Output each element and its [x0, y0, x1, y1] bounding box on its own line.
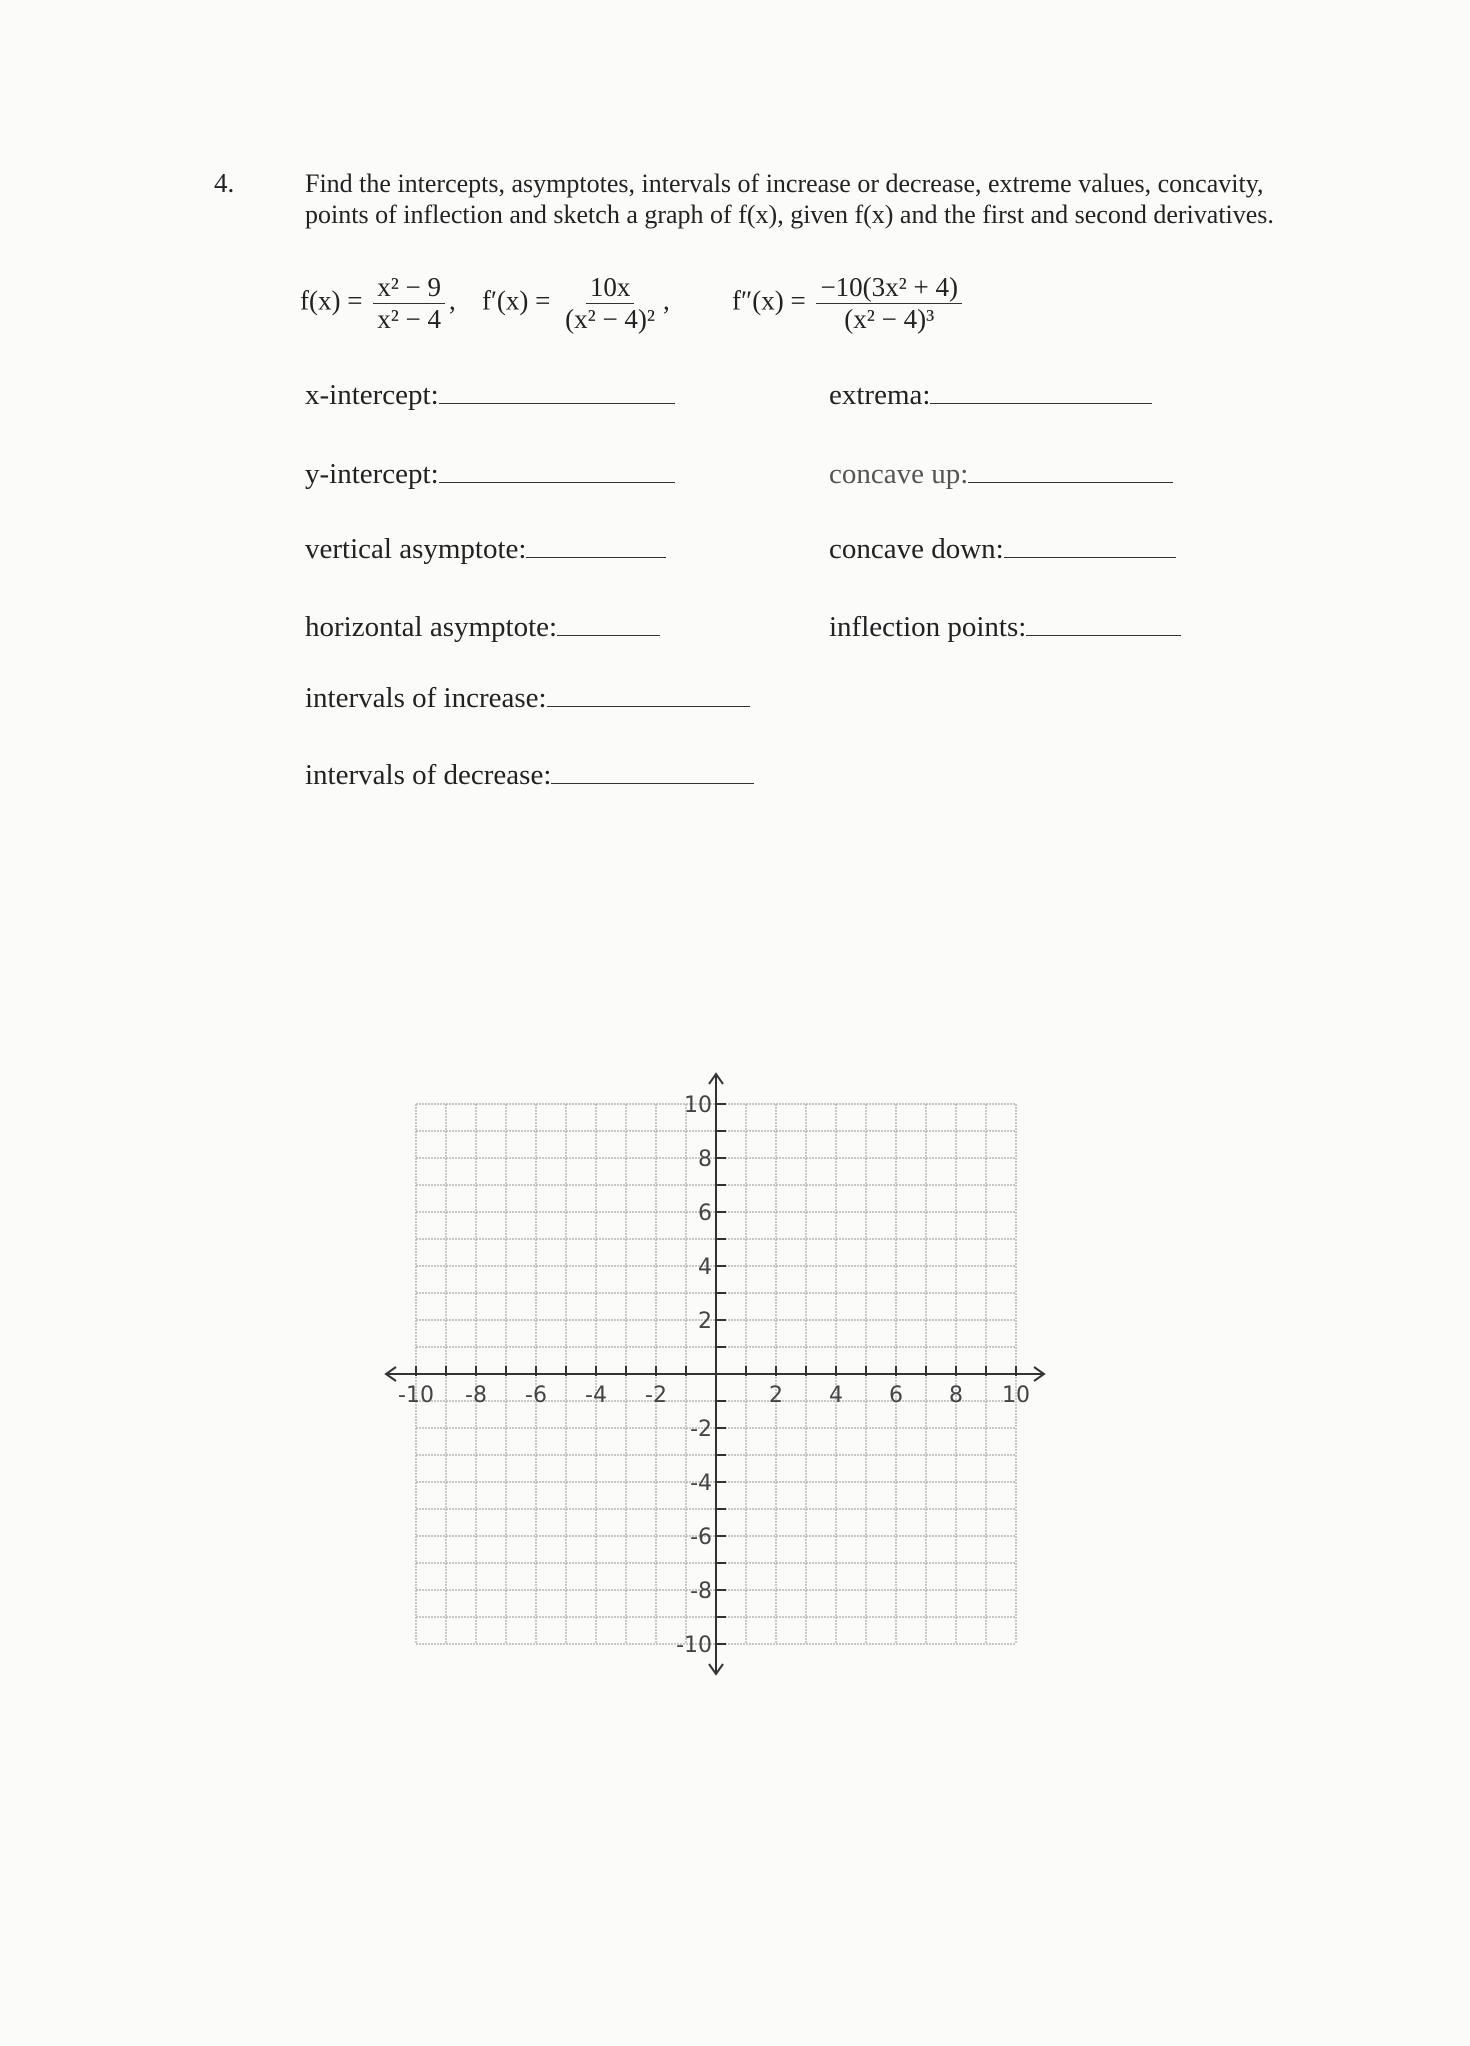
problem-prompt: Find the intercepts, asymptotes, intervals of increase or decrease, extreme values, concavity, points of inflection and sketch a graph of f(x), given f(x) and the first and second derivatives. [305, 169, 1274, 229]
answer-blank[interactable] [930, 377, 1152, 404]
y-tick-label: -4 [690, 1471, 712, 1496]
x-tick-label: 6 [889, 1383, 903, 1408]
field-label: extrema: [829, 379, 931, 411]
formula-f: f(x) = $\frac{\text{x² − 9}}{\text{x² − 4}}$ , [300, 272, 456, 334]
y-tick-label: 10 [684, 1093, 712, 1118]
formula-f-denominator: x² − 4 [377, 304, 442, 334]
answer-blank[interactable] [968, 456, 1173, 483]
field-label: concave up: [829, 458, 969, 490]
inflection-points-field [829, 609, 1181, 644]
x-tick-label: -2 [645, 1383, 667, 1408]
answer-blank[interactable] [1004, 531, 1176, 558]
y-tick-label: -10 [676, 1633, 712, 1658]
formula-f1-numerator: 10x [586, 272, 635, 304]
y-intercept-field [305, 456, 675, 491]
formula-f1-denominator: (x² − 4)² [565, 304, 656, 334]
formula-f-lhs: f(x) = [300, 285, 363, 316]
answer-blank[interactable] [526, 531, 666, 558]
x-tick-label: 8 [949, 1383, 963, 1408]
intervals-of-decrease-field [305, 757, 754, 792]
answer-blank[interactable] [439, 377, 675, 404]
y-tick-label: -6 [690, 1525, 712, 1550]
x-tick-label: -8 [465, 1383, 487, 1408]
horizontal-asymptote-field [305, 609, 660, 644]
vertical-asymptote-field [305, 531, 666, 566]
x-tick-label: -10 [398, 1383, 434, 1408]
x-tick-label: 2 [769, 1383, 783, 1408]
formula-f2-denominator: (x² − 4)³ [844, 304, 935, 334]
answer-blank[interactable] [1026, 609, 1181, 636]
y-tick-label: 2 [698, 1309, 712, 1334]
answer-blank[interactable] [547, 680, 750, 707]
x-intercept-field [305, 377, 675, 412]
answer-blank[interactable] [557, 609, 660, 636]
answer-blank[interactable] [551, 757, 754, 784]
coordinate-grid[interactable] [370, 1070, 1050, 1690]
intervals-of-increase-field [305, 680, 750, 715]
answer-blank[interactable] [439, 456, 675, 483]
y-tick-label: 4 [698, 1255, 712, 1280]
field-label: intervals of increase: [305, 682, 547, 714]
formula-f1-lhs: f′(x) = [482, 285, 551, 316]
y-tick-label: 6 [698, 1201, 712, 1226]
field-label: x-intercept: [305, 379, 439, 411]
y-tick-label: 8 [698, 1147, 712, 1172]
x-tick-label: 4 [829, 1383, 843, 1408]
formula-f-prime: f′(x) = $\frac{10x}{\text{(x² − 4)²}}$ , [482, 272, 670, 334]
field-label: concave down: [829, 533, 1004, 565]
field-label: intervals of decrease: [305, 759, 552, 791]
formula-f-numerator: x² − 9 [373, 272, 445, 304]
field-label: y-intercept: [305, 458, 439, 490]
problem-number: 4. [214, 168, 235, 198]
field-label: inflection points: [829, 611, 1027, 643]
formula-f2-numerator: −10(3x² + 4) [816, 272, 962, 304]
field-label: vertical asymptote: [305, 533, 527, 565]
y-tick-label: -2 [690, 1417, 712, 1442]
extrema-field [829, 377, 1152, 412]
formula-f-double-prime [732, 272, 966, 335]
concave-up-field [829, 456, 1173, 491]
formula-f2-lhs: f″(x) = [732, 285, 806, 316]
concave-down-field [829, 531, 1176, 566]
x-tick-label: -4 [585, 1383, 607, 1408]
x-tick-label: -6 [525, 1383, 547, 1408]
field-label: horizontal asymptote: [305, 611, 558, 643]
x-tick-label: 10 [1002, 1383, 1030, 1408]
y-tick-label: -8 [690, 1579, 712, 1604]
